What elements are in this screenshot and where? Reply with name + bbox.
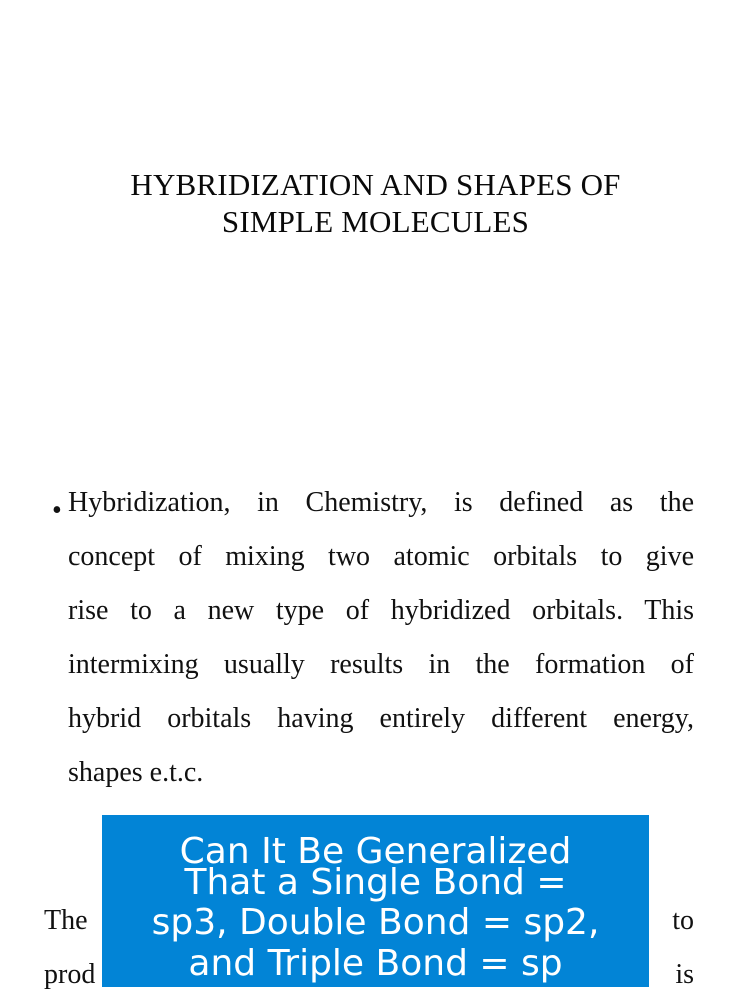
second-paragraph-line-2-left: prod [44, 959, 96, 990]
question-banner [102, 815, 649, 987]
paragraph-line: hybrid orbitals having entirely different energy, [68, 703, 694, 734]
slide-title-line-2: SIMPLE MOLECULES [221, 204, 530, 239]
slide-title [0, 166, 751, 240]
banner-line-2: That a Single Bond = [184, 862, 567, 903]
banner-line-3: sp3, Double Bond = sp2, [151, 902, 600, 943]
second-paragraph-line-2-right: is [675, 959, 694, 990]
paragraph-line: intermixing usually results in the formation of [68, 649, 694, 680]
banner-line-4: and Triple Bond = sp [188, 943, 563, 984]
second-paragraph-line-1-right: to [672, 905, 694, 936]
bullet-marker: • [52, 495, 62, 526]
second-paragraph-line-1-left: The [44, 905, 88, 936]
definition-paragraph [68, 476, 694, 800]
banner-line-1: Can It Be Generalized [179, 831, 572, 872]
paragraph-line: rise to a new type of hybridized orbitals. This [68, 595, 694, 626]
paragraph-line: concept of mixing two atomic orbitals to give [68, 541, 694, 572]
paragraph-line: shapes e.t.c. [68, 757, 204, 788]
paragraph-line: Hybridization, in Chemistry, is defined as the [68, 487, 694, 518]
slide-title-line-1: HYBRIDIZATION AND SHAPES OF [130, 167, 621, 202]
